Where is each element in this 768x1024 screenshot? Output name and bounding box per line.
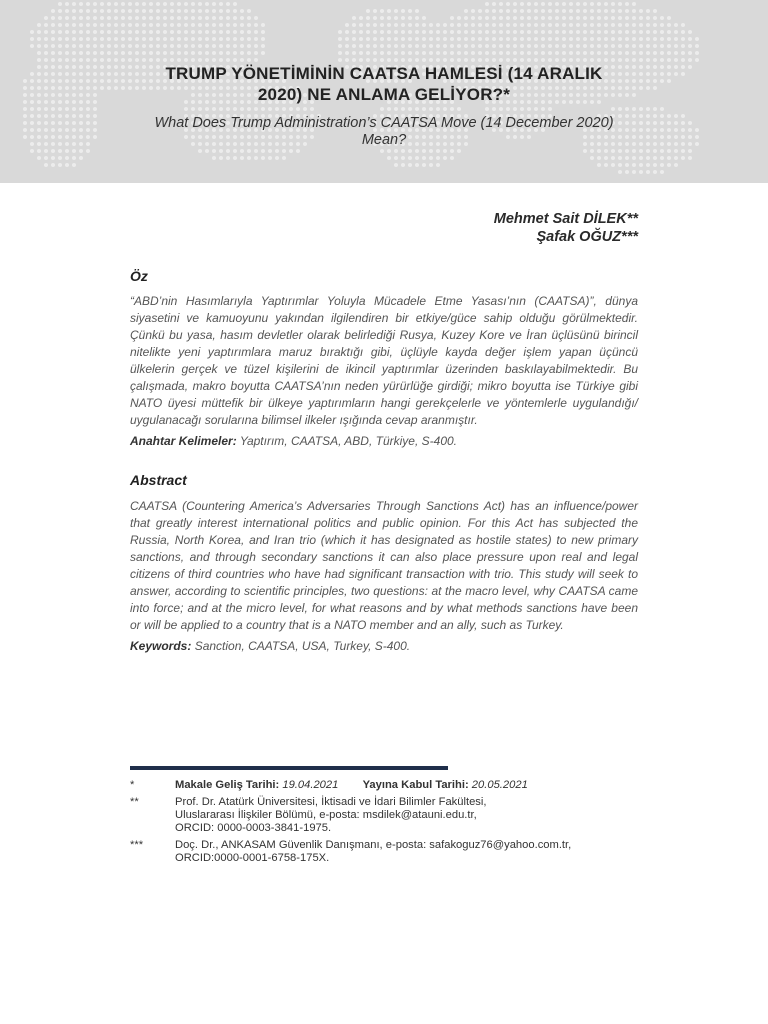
footnote-mark: * [130, 779, 135, 791]
keywords-value: Sanction, CAATSA, USA, Turkey, S-400. [194, 639, 411, 653]
title-line: TRUMP YÖNETİMİNİN CAATSA HAMLESİ (14 ARALIK [165, 64, 603, 83]
author-name: Şafak OĞUZ*** [536, 229, 638, 245]
footnote-line: Doç. Dr., ANKASAM Güvenlik Danışmanı, e-posta: safakoguz76@yahoo.com.tr, [175, 839, 572, 851]
footnote-line: Prof. Dr. Atatürk Üniversitesi, İktisadi ve İdari Bilimler Fakültesi, [175, 796, 487, 808]
article-title [120, 63, 648, 105]
abstract-text: CAATSA (Countering America’s Adversaries Through Sanctions Act) has an influence/power that greatly interest international politics and public opinion. For this Act has subjected the Russia, North Korea, and Iran trio (which it has designated as hostile states) to new primary sanctions, and through secondary sanctions it can also place pressure upon real and legal citizens of third countries who have had significant transaction with trio. This study will seek to answer, according to scientific principles, two questions: at the macro level, why CAATSA came into force; and at the micro level, for what reasons and by what methods sanctions have been or will be applied to a country that is a NATO member and an ally, such as Turkey. [130, 499, 638, 632]
abstract-keywords [130, 638, 638, 655]
abstract-heading: Abstract [130, 472, 187, 488]
oz-heading: Öz [130, 268, 148, 284]
footnote-mark: ** [130, 796, 139, 808]
footnote-author2 [130, 839, 638, 866]
oz-keywords [130, 433, 638, 450]
keywords-label: Anahtar Kelimeler: [130, 434, 237, 448]
received-date: 19.04.2021 [282, 779, 339, 791]
footnote-dates [130, 779, 638, 793]
footnote-mark: *** [130, 839, 144, 851]
accepted-date: 20.05.2021 [471, 779, 528, 791]
oz-text: “ABD’nin Hasımlarıyla Yaptırımlar Yoluyla Mücadele Etme Yasası’nın (CAATSA)”, dünya siyasetini ve kamuoyunu yakından ilgilendiren bir etkiye/güce sahip olduğu görülmektedir. Çünkü bu yasa, hasım devletler olarak belirlediği Rusya, Kuzey Kore ve İran üçlüsünü birincil nitelikte yeni yaptırımlara maruz bıraktığı gibi, üçlüyle kayda değer işlem yapan üçüncü ülkelerin gerçek ve tüzel kişilerini de ikincil yaptırımlar üzerinden baskılayabilmektedir. Bu çalışmada, makro boyutta CAATSA’nın neden yürürlüğe girdiği; mikro boyutta ise Türkiye gibi NATO üyesi müttefik bir ülkeye yaptırımların hangi gerekçelerle ve yöntemlerle uygulandığı/ uygulanacağı sorularına bilimsel ilkeler ışığında cevap aranmıştır. [130, 294, 638, 427]
accepted-label: Yayına Kabul Tarihi: [362, 779, 469, 791]
author-name: Mehmet Sait DİLEK** [493, 211, 638, 227]
subtitle-line: What Does Trump Administration’s CAATSA Move (14 December 2020) [154, 115, 614, 131]
footnote-line: Uluslararası İlişkiler Bölümü, e-posta: msdilek@atauni.edu.tr, [175, 809, 477, 821]
footnote-divider [130, 766, 448, 770]
footnote-line: ORCID:0000-0001-6758-175X. [175, 852, 330, 864]
keywords-value: Yaptırım, CAATSA, ABD, Türkiye, S-400. [239, 434, 457, 448]
article-subtitle [130, 115, 638, 149]
keywords-label: Keywords: [130, 639, 192, 653]
received-label: Makale Geliş Tarihi: [175, 779, 280, 791]
subtitle-line: Mean? [361, 132, 407, 148]
title-line: 2020) NE ANLAMA GELİYOR?* [257, 85, 511, 104]
footnote-line: ORCID: 0000-0003-3841-1975. [175, 822, 332, 834]
author-list [130, 210, 638, 246]
footnote-author1 [130, 796, 638, 836]
